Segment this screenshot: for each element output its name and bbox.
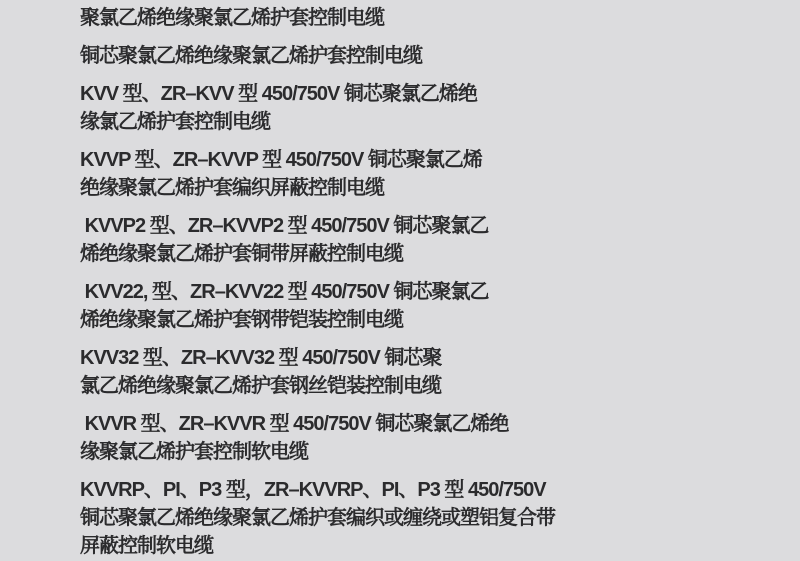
paragraph-line: KVVP2 型、ZR–KVVP2 型 450/750V 铜芯聚氯乙 (80, 215, 489, 237)
paragraph-line: 缘聚氯乙烯护套控制软电缆 (80, 441, 308, 463)
paragraph-line: KVVR 型、ZR–KVVR 型 450/750V 铜芯聚氯乙烯绝 (80, 413, 509, 435)
paragraph-line: 铜芯聚氯乙烯绝缘聚氯乙烯护套控制电缆 (80, 45, 422, 67)
paragraph-line: 聚氯乙烯绝缘聚氯乙烯护套控制电缆 (80, 7, 384, 29)
paragraph-line: KVV32 型、ZR–KVV32 型 450/750V 铜芯聚 (80, 347, 442, 369)
paragraph-kvv (80, 80, 760, 136)
paragraph-kvvp (80, 146, 760, 202)
paragraph-kvv32 (80, 344, 760, 400)
paragraph-kvvrp (80, 476, 760, 560)
paragraph-kvvr (80, 410, 760, 466)
paragraph-line: 烯绝缘聚氯乙烯护套钢带铠装控制电缆 (80, 309, 403, 331)
paragraph-line: 缘氯乙烯护套控制电缆 (80, 111, 270, 133)
paragraph-line: 烯绝缘聚氯乙烯护套铜带屏蔽控制电缆 (80, 243, 403, 265)
paragraph-line: 绝缘聚氯乙烯护套编织屏蔽控制电缆 (80, 177, 384, 199)
paragraph-line: KVV22, 型、ZR–KVV22 型 450/750V 铜芯聚氯乙 (80, 281, 489, 303)
paragraph-pvc-control-cable (80, 4, 760, 32)
paragraph-kvvp2 (80, 212, 760, 268)
paragraph-line: KVVP 型、ZR–KVVP 型 450/750V 铜芯聚氯乙烯 (80, 149, 482, 171)
paragraph-line: 氯乙烯绝缘聚氯乙烯护套钢丝铠装控制电缆 (80, 375, 441, 397)
paragraph-line: 屏蔽控制软电缆 (80, 535, 213, 557)
paragraph-line: KVV 型、ZR–KVV 型 450/750V 铜芯聚氯乙烯绝 (80, 83, 477, 105)
paragraph-line: KVVRP、PI、P3 型，ZR–KVVRP、PI、P3 型 450/750V (80, 479, 546, 501)
paragraph-copper-pvc-control-cable (80, 42, 760, 70)
paragraph-kvv22 (80, 278, 760, 334)
paragraph-line: 铜芯聚氯乙烯绝缘聚氯乙烯护套编织或缠绕或塑铝复合带 (80, 507, 555, 529)
